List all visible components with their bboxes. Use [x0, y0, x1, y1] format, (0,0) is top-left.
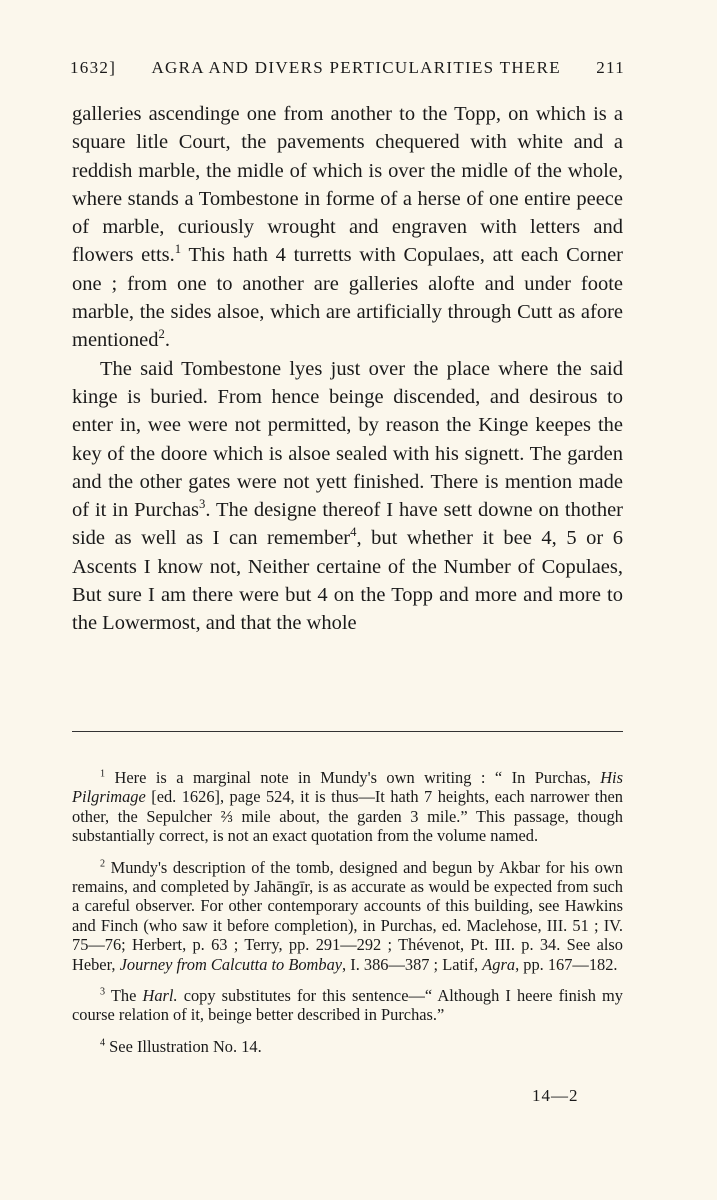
paragraph-1-text-c: .: [164, 329, 171, 352]
footnote-1-mark: 1: [100, 768, 106, 780]
footnote-2-title-2: Agra: [482, 954, 516, 974]
footnote-ref-2: 2: [158, 327, 165, 342]
footnote-2-text-b: , I. 386—387 ; Latif,: [342, 954, 483, 974]
footnote-2: [72, 858, 623, 974]
paragraph-1: [72, 100, 623, 355]
footnote-2-mark: 2: [100, 858, 106, 870]
footnotes: [72, 768, 623, 1068]
footnote-4: [72, 1037, 623, 1056]
paragraph-2-text-b: . The designe thereof I have sett downe on thother side as well as I can remember: [72, 499, 623, 550]
footnote-2-text-a: Mundy's description of the tomb, designed and begun by Akbar for his own remains, and completed by Jahāngīr, is as accurate as would be expected from such a careful observer. For other contemporary accounts of this building, see Hawkins and Finch (who saw it before completion), in Purchas, ed. Maclehose, III. 51 ; IV. 75—76; Herbert, p. 63 ; Terry, pp. 291—292 ; Thévenot, Pt. III. p. 34. See also Heber,: [72, 857, 623, 974]
footnote-ref-4: 4: [350, 525, 357, 540]
running-header: [70, 58, 625, 78]
footnote-2-text-c: , pp. 167—182.: [515, 954, 618, 974]
paragraph-2-text-a: The said Tombestone lyes just over the place where the said kinge is buried. From hence beinge discended, and desirous to enter in, wee were not permitted, by reason the Kinge keepes the key of the doore which is alsoe sealed with his signett. The garden and the other gates were not yett finished. There is mention made of it in Purchas: [72, 357, 623, 522]
header-title: AGRA AND DIVERS PERTICULARITIES THERE: [151, 58, 561, 77]
footnote-1-title: His Pilgrimage: [72, 768, 623, 807]
footnote-ref-1: 1: [174, 242, 182, 257]
page-number: 211: [596, 58, 625, 77]
paragraph-1-text-b: This hath 4 turretts with Copulaes, att each Corner one ; from one to another are galleries alofte and under foote marble, the sides alsoe, which are artificially through Cutt as afore mentioned: [72, 244, 623, 352]
footnote-4-mark: 4: [100, 1037, 106, 1049]
main-text: [72, 100, 623, 638]
footnote-4-text-a: See Illustration No. 14.: [105, 1036, 262, 1056]
footnote-3-text-b: copy substitutes for this sentence—“ Although I heere finish my course relation of it, beinge better described in Purchas.”: [72, 986, 623, 1025]
footnote-3-title: Harl.: [142, 986, 178, 1006]
footnote-ref-3: 3: [199, 497, 206, 512]
paragraph-1-text-a: galleries ascendinge one from another to the Topp, on which is a square litle Court, the pavements chequered with white and a reddish marble, the midle of which is over the midle of the whole, where stands a Tombestone in forme of a herse of one entire peece of marble, curiously wrought and engraven with letters and flowers etts.: [72, 103, 623, 267]
footnote-divider: [72, 731, 623, 732]
paragraph-2: [72, 355, 623, 638]
footnote-1: [72, 768, 623, 846]
footnote-1-text-b: [ed. 1626], page 524, it is thus—It hath 7 heights, each narrower then other, the Sepulcher ⅔ mile about, the garden 3 mile.” This passage, though substantially correct, is not an exact quotation from the volume named.: [72, 787, 623, 846]
footnote-2-title-1: Journey from Calcutta to Bombay: [119, 954, 343, 974]
footnote-3-text-a: The: [105, 986, 143, 1006]
footnote-1-text-a: Here is a marginal note in Mundy's own writing : “ In Purchas,: [105, 768, 601, 787]
paragraph-2-text-c: , but whether it bee 4, 5 or 6 Ascents I know not, Neither certaine of the Number of Copulaes, But sure I am there were but 4 on the Topp and more and more to the Lowermost, and that the whole: [72, 527, 623, 635]
footnote-3-mark: 3: [100, 986, 106, 998]
footnote-3: [72, 986, 623, 1025]
signature-mark: 14—2: [532, 1086, 579, 1105]
header-year: 1632]: [70, 58, 117, 77]
